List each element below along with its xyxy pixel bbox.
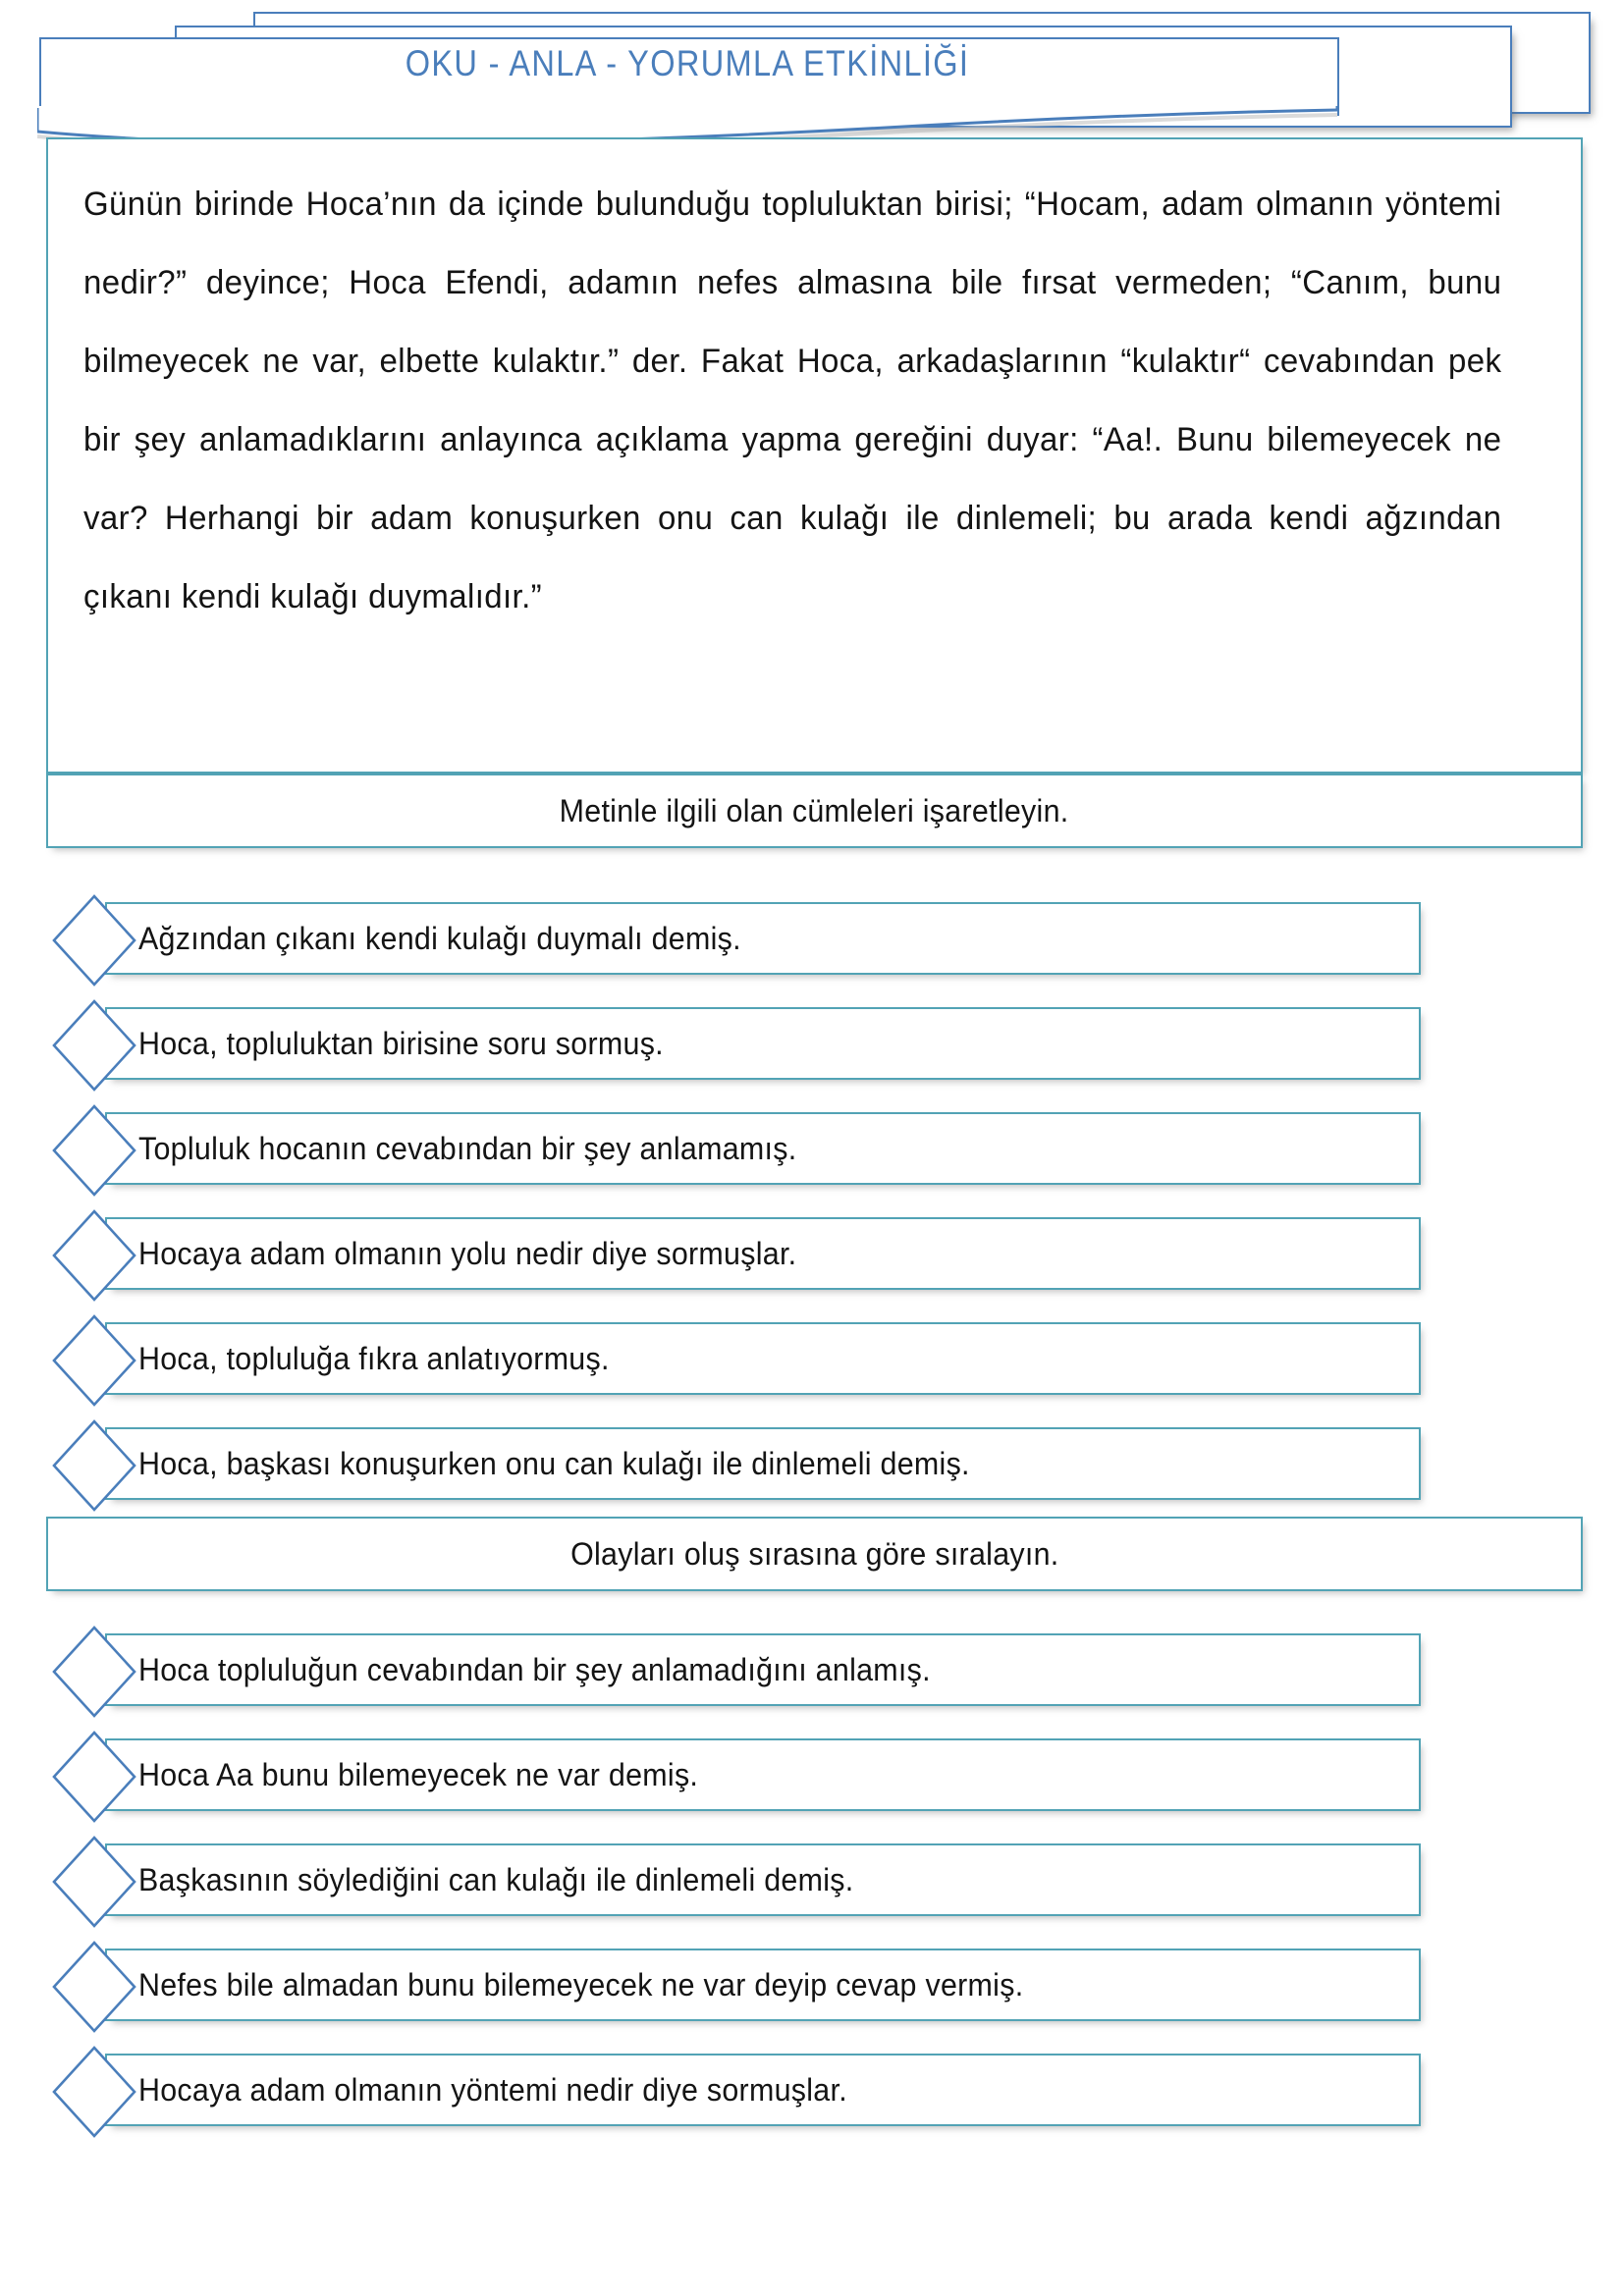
option-text: Hoca Aa bunu bilemeyecek ne var demiş. [138,1756,699,1792]
option-row[interactable] [0,1835,1624,1940]
diamond-checkbox-icon[interactable] [51,1313,137,1408]
instruction-text-1: Metinle ilgili olan cümleleri işaretleyin. [560,792,1069,828]
option-row[interactable] [0,1730,1624,1835]
option-row[interactable] [0,1940,1624,2045]
option-row[interactable] [0,1625,1624,1730]
option-text: Hoca, topluluktan birisine soru sormuş. [138,1025,664,1061]
diamond-checkbox-icon[interactable] [51,1103,137,1198]
option-text: Başkasının söylediğini can kulağı ile dinlemeli demiş. [138,1861,854,1897]
option-text: Hoca, başkası konuşurken onu can kulağı ile dinlemeli demiş. [138,1445,970,1481]
instruction-bar-1 [46,774,1583,848]
option-text: Nefes bile almadan bunu bilemeyecek ne var deyip cevap vermiş. [138,1966,1024,2002]
option-label-box[interactable] [105,1633,1421,1706]
option-text: Hoca topluluğun cevabından bir şey anlamadığını anlamış. [138,1651,931,1687]
option-label-box[interactable] [105,1322,1421,1395]
reading-passage-box [46,137,1583,774]
diamond-checkbox-icon[interactable] [51,1625,137,1719]
option-text: Hocaya adam olmanın yöntemi nedir diye sormuşlar. [138,2071,847,2108]
option-row[interactable] [0,1208,1624,1313]
diamond-checkbox-icon[interactable] [51,1835,137,1929]
reading-passage-text: Günün birinde Hoca’nın da içinde bulunduğu topluluktan birisi; “Hocam, adam olmanın yöntemi nedir?” deyince; Hoca Efendi, adamın nefes almasına bile fırsat vermeden; “Canım, bunu bilmeyecek ne var, elbette kulaktır.” der. Fakat Hoca, arkadaşlarının “kulaktır“ cevabından pek bir şey anlamadıklarını anlayınca açıklama yapma gereğini duyar: “Aa!. Bunu bilemeyecek ne var? Herhangi bir adam konuşurken onu can kulağı ile dinlemeli; bu arada kendi ağzından çıkanı kendi kulağı duymalıdır.” [83,186,1502,615]
diamond-checkbox-icon[interactable] [51,893,137,988]
option-row[interactable] [0,1103,1624,1208]
diamond-checkbox-icon[interactable] [51,998,137,1093]
option-row[interactable] [0,2045,1624,2150]
option-row[interactable] [0,998,1624,1103]
option-row[interactable] [0,1313,1624,1418]
option-row[interactable] [0,1418,1624,1523]
option-text: Topluluk hocanın cevabından bir şey anlamamış. [138,1130,797,1166]
diamond-checkbox-icon[interactable] [51,1730,137,1824]
page-title: OKU - ANLA - YORUMLA ETKİNLİĞİ [405,43,970,83]
diamond-checkbox-icon[interactable] [51,1208,137,1303]
options-group-1 [0,893,1624,1523]
option-label-box[interactable] [105,1738,1421,1811]
header-banner [0,0,1624,137]
instruction-bar-2 [46,1517,1583,1591]
diamond-checkbox-icon[interactable] [51,1940,137,2034]
diamond-checkbox-icon[interactable] [51,1418,137,1513]
option-text: Hocaya adam olmanın yolu nedir diye sormuşlar. [138,1235,797,1271]
option-label-box[interactable] [105,1949,1421,2021]
option-label-box[interactable] [105,902,1421,975]
instruction-text-2: Olayları oluş sırasına göre sıralayın. [569,1535,1059,1572]
option-label-box[interactable] [105,2054,1421,2126]
option-text: Ağzından çıkanı kendi kulağı duymalı demiş. [138,920,741,956]
options-group-2 [0,1625,1624,2150]
option-label-box[interactable] [105,1217,1421,1290]
option-label-box[interactable] [105,1007,1421,1080]
option-row[interactable] [0,893,1624,998]
option-label-box[interactable] [105,1112,1421,1185]
option-label-box[interactable] [105,1843,1421,1916]
option-label-box[interactable] [105,1427,1421,1500]
diamond-checkbox-icon[interactable] [51,2045,137,2139]
option-text: Hoca, topluluğa fıkra anlatıyormuş. [138,1340,610,1376]
